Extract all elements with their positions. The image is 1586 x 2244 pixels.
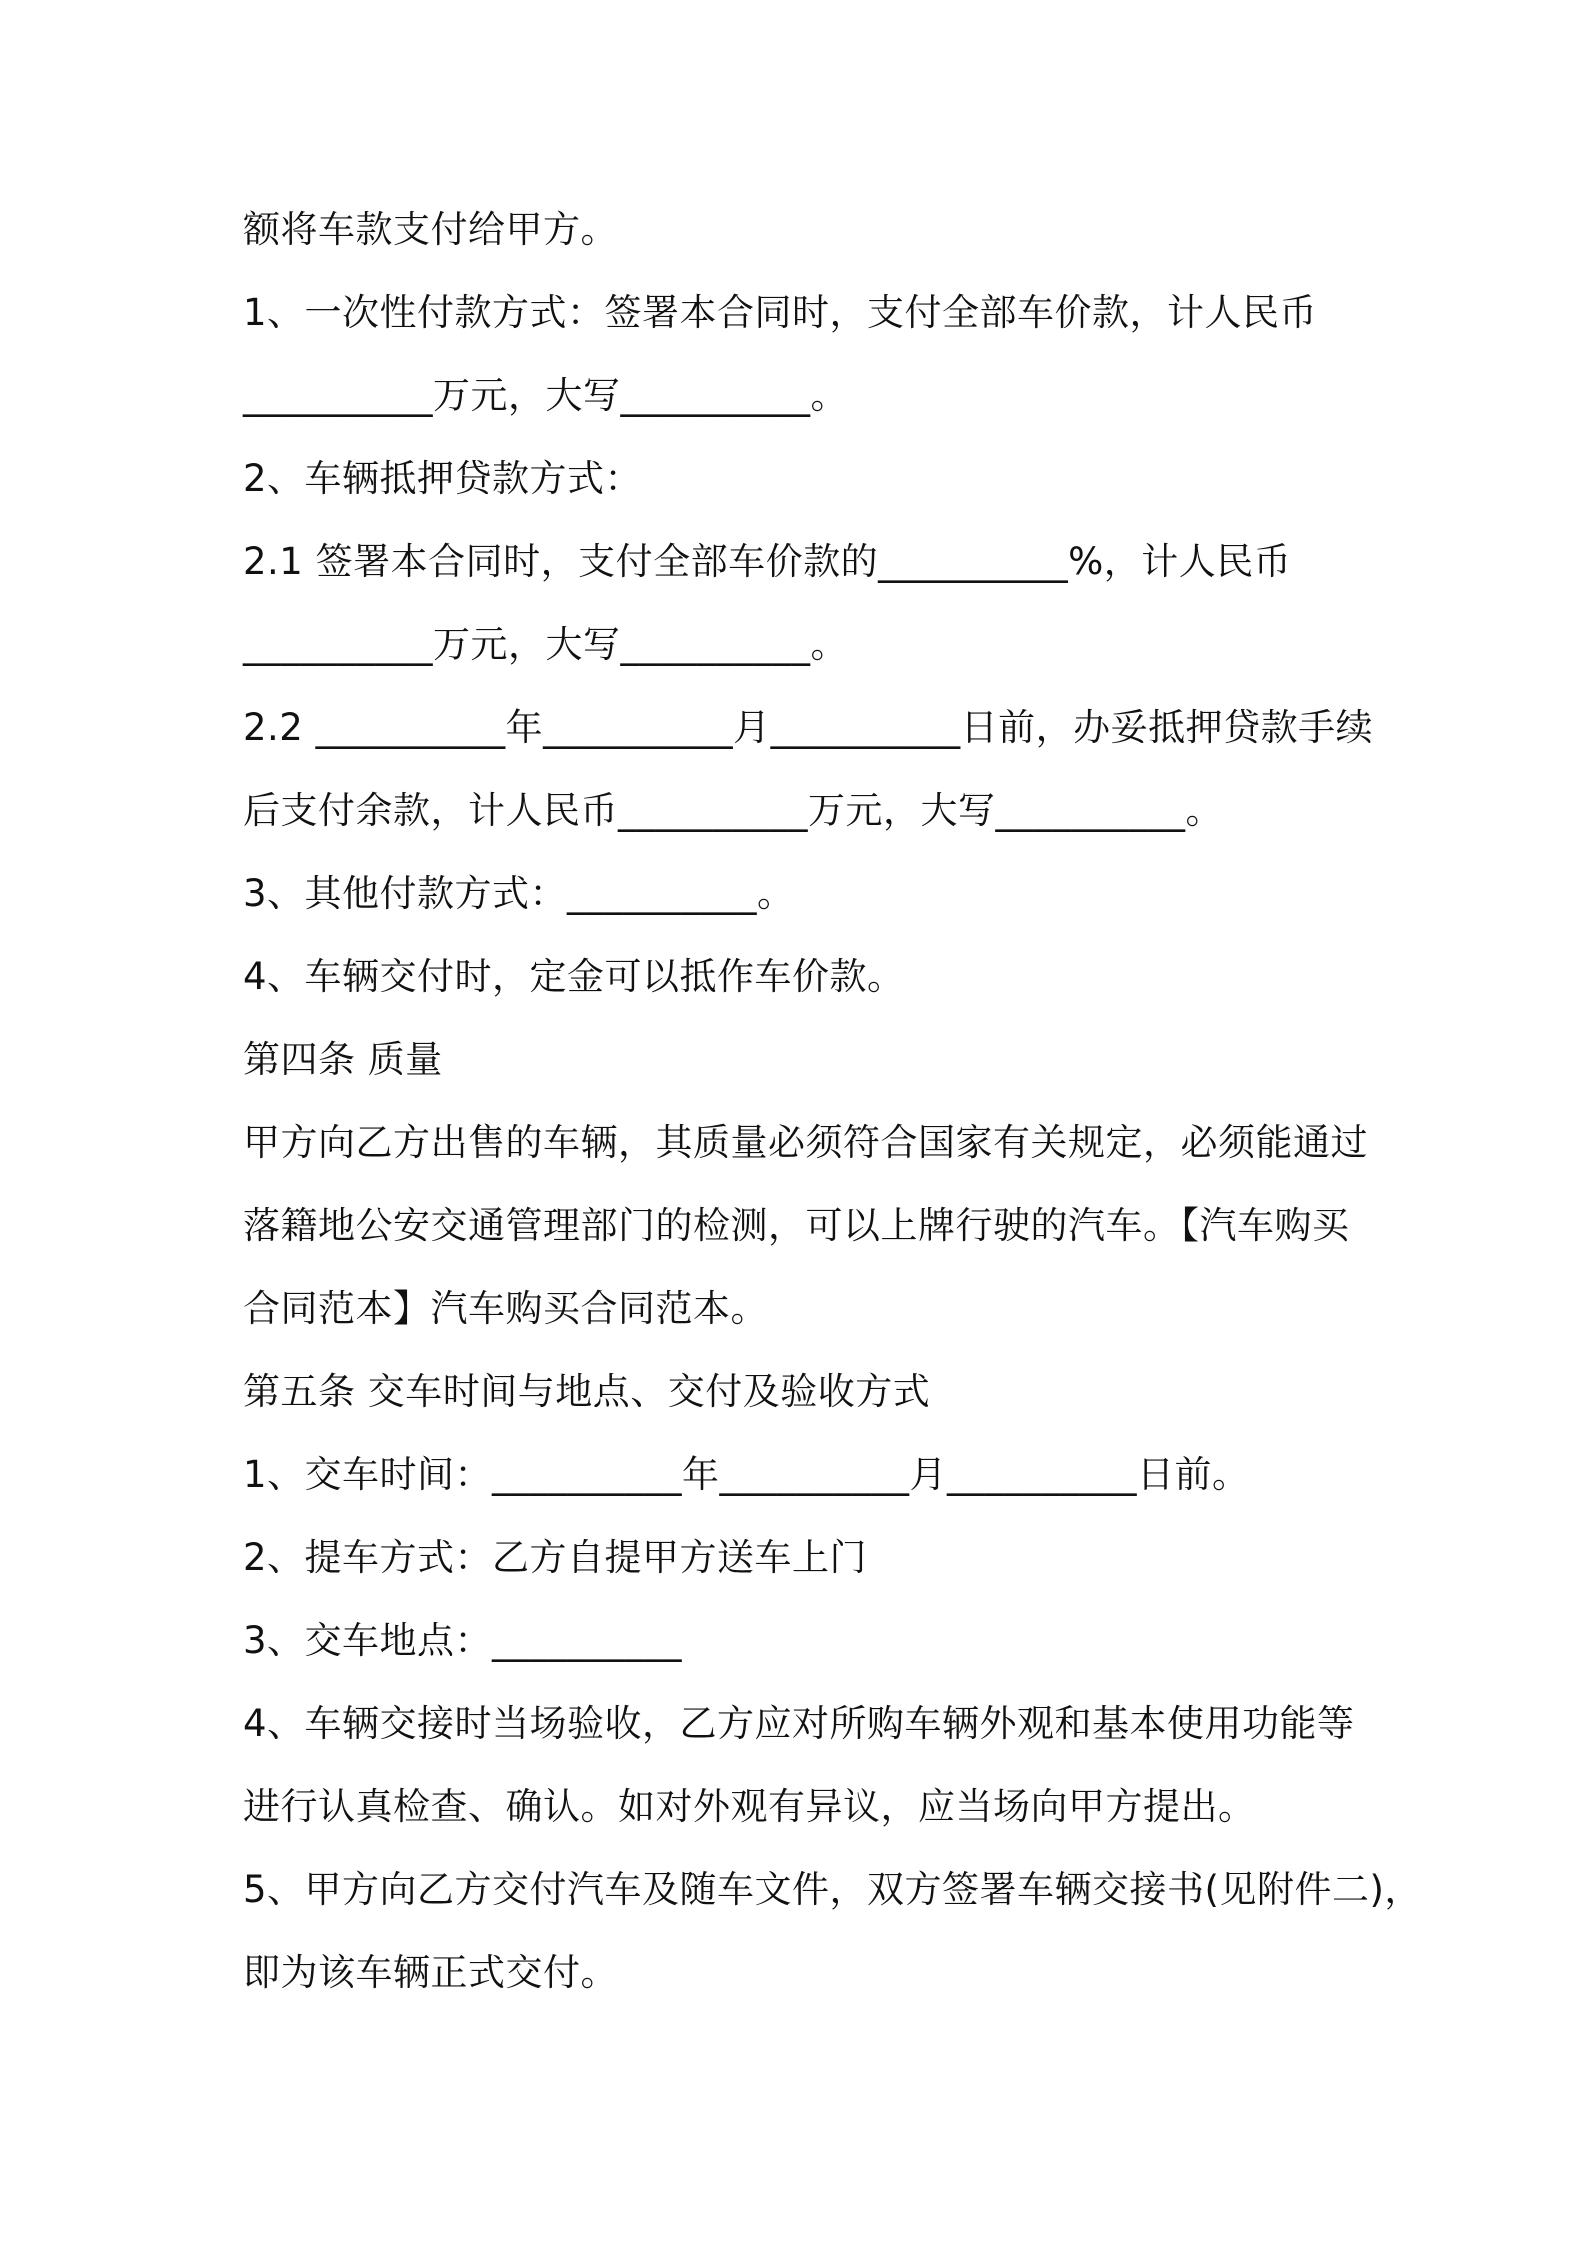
text-line: 3、其他付款方式：__________。: [243, 872, 795, 915]
text-line: 1、交车时间：__________年__________月__________日前。: [243, 1453, 1250, 1496]
text-line: __________万元，大写__________。: [243, 623, 848, 666]
text-line: 2、提车方式：乙方自提甲方送车上门: [243, 1536, 868, 1579]
text-line: 3、交车地点：__________: [243, 1619, 683, 1662]
text-line: 5、甲方向乙方交付汽车及随车文件，双方签署车辆交接书(见附件二)，: [243, 1868, 1422, 1911]
section-heading: 第四条 质量: [243, 1038, 443, 1081]
section-heading: 第五条 交车时间与地点、交付及验收方式: [243, 1370, 931, 1413]
text-line: 2、车辆抵押贷款方式：: [243, 457, 643, 500]
text-line: 即为该车辆正式交付。: [243, 1951, 618, 1994]
text-line: 落籍地公安交通管理部门的检测，可以上牌行驶的汽车。【汽车购买: [243, 1204, 1350, 1247]
text-line: 2.2 __________年__________月__________日前，办妥抵押贷款手续: [243, 706, 1374, 749]
text-line: 后支付余款，计人民币__________万元，大写__________。: [243, 789, 1223, 832]
text-line: 4、车辆交接时当场验收，乙方应对所购车辆外观和基本使用功能等: [243, 1702, 1355, 1745]
text-line: 1、一次性付款方式：签署本合同时，支付全部车价款，计人民币: [243, 291, 1318, 334]
text-line: 进行认真检查、确认。如对外观有异议，应当场向甲方提出。: [243, 1785, 1256, 1828]
text-line: 合同范本】汽车购买合同范本。: [243, 1287, 768, 1330]
text-line: 甲方向乙方出售的车辆，其质量必须符合国家有关规定，必须能通过: [243, 1121, 1368, 1164]
text-line: 2.1 签署本合同时，支付全部车价款的__________%，计人民币: [243, 540, 1292, 583]
text-line: __________万元，大写__________。: [243, 374, 848, 417]
text-line: 4、车辆交付时，定金可以抵作车价款。: [243, 955, 905, 998]
text-line: 额将车款支付给甲方。: [243, 208, 618, 251]
